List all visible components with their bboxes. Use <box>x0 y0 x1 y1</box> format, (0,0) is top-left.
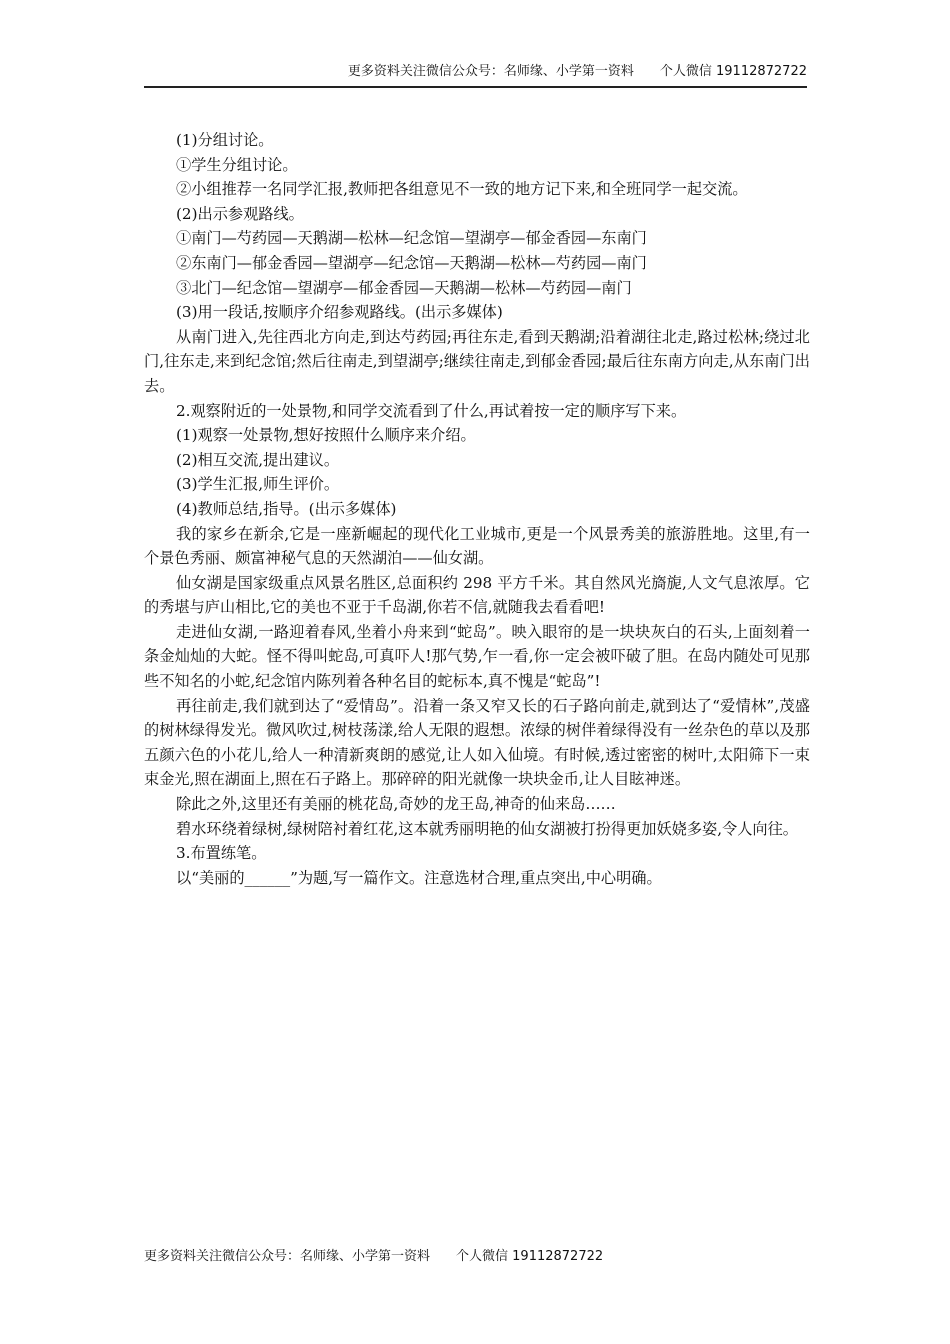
paragraph: 仙女湖是国家级重点风景名胜区,总面积约 298 平方千米。其自然风光旖旎,人文气息浓厚。它的秀堪与庐山相比,它的美也不亚于千岛湖,你若不信,就随我去看看吧! <box>144 573 810 617</box>
paragraph: ①南门—芍药园—天鹅湖—松林—纪念馆—望湖亭—郁金香园—东南门 <box>176 229 647 248</box>
paragraph: 除此之外,这里还有美丽的桃花岛,奇妙的龙王岛,神奇的仙来岛…… <box>176 795 616 814</box>
paragraph: 我的家乡在新余,它是一座新崛起的现代化工业城市,更是一个风景秀美的旅游胜地。这里,有一个景色秀丽、颇富神秘气息的天然湖泊——仙女湖。 <box>144 524 810 568</box>
header-wechat-account: 更多资料关注微信公众号：名师缘、小学第一资料 <box>347 64 634 79</box>
document-body <box>144 128 810 890</box>
paragraph: 3.布置练笔。 <box>176 844 267 863</box>
page-header <box>144 62 807 88</box>
paragraph: ②东南门—郁金香园—望湖亭—纪念馆—天鹅湖—松林—芍药园—南门 <box>176 253 647 272</box>
footer-personal-wechat: 个人微信 19112872722 <box>456 1249 604 1264</box>
paragraph: ①学生分组讨论。 <box>176 155 298 174</box>
paragraph: (1)观察一处景物,想好按照什么顺序来介绍。 <box>176 426 476 445</box>
paragraph: (2)出示参观路线。 <box>176 204 304 223</box>
paragraph: 走进仙女湖,一路迎着春风,坐着小舟来到“蛇岛”。映入眼帘的是一块块灰白的石头,上面刻着一条金灿灿的大蛇。怪不得叫蛇岛,可真吓人!那气势,乍一看,你一定会被吓破了胆。在岛内随处可见那些不知名的小蛇,纪念馆内陈列着各种名目的蛇标本,真不愧是“蛇岛”! <box>144 622 810 691</box>
paragraph: (3)学生汇报,师生评价。 <box>176 475 340 494</box>
paragraph: (1)分组讨论。 <box>176 131 274 149</box>
paragraph: 从南门进入,先往西北方向走,到达芍药园;再往东走,看到天鹅湖;沿着湖往北走,路过松林;绕过北门,往东走,来到纪念馆;然后往南走,到望湖亭;继续往南走,到郁金香园;最后往东南方向走,从东南门出去。 <box>144 327 810 395</box>
paragraph: ②小组推荐一名同学汇报,教师把各组意见不一致的地方记下来,和全班同学一起交流。 <box>176 180 748 199</box>
page-footer <box>144 1247 603 1267</box>
header-personal-wechat: 个人微信 19112872722 <box>659 64 807 79</box>
paragraph: 2.观察附近的一处景物,和同学交流看到了什么,再试着按一定的顺序写下来。 <box>176 401 687 420</box>
paragraph: ③北门—纪念馆—望湖亭—郁金香园—天鹅湖—松林—芍药园—南门 <box>176 278 632 297</box>
paragraph: 再往前走,我们就到达了“爱情岛”。沿着一条又窄又长的石子路向前走,就到达了“爱情林”,茂盛的树林绿得发光。微风吹过,树枝荡漾,给人无限的遐想。浓绿的树伴着绿得没有一丝杂色的草以及那五颜六色的小花儿,给人一种清新爽朗的感觉,让人如入仙境。有时候,透过密密的树叶,太阳筛下一束束金光,照在湖面上,照在石子路上。那碎碎的阳光就像一块块金币,让人目眩神迷。 <box>144 696 810 789</box>
paragraph: (4)教师总结,指导。(出示多媒体) <box>176 499 397 518</box>
paragraph: 以“美丽的______”为题,写一篇作文。注意选材合理,重点突出,中心明确。 <box>176 868 662 887</box>
paragraph: (3)用一段话,按顺序介绍参观路线。(出示多媒体) <box>176 303 503 322</box>
paragraph: (2)相互交流,提出建议。 <box>176 450 340 469</box>
footer-wechat-account: 更多资料关注微信公众号：名师缘、小学第一资料 <box>144 1249 431 1264</box>
paragraph: 碧水环绕着绿树,绿树陪衬着红花,这本就秀丽明艳的仙女湖被打扮得更加妖娆多姿,令人向往。 <box>176 819 798 838</box>
